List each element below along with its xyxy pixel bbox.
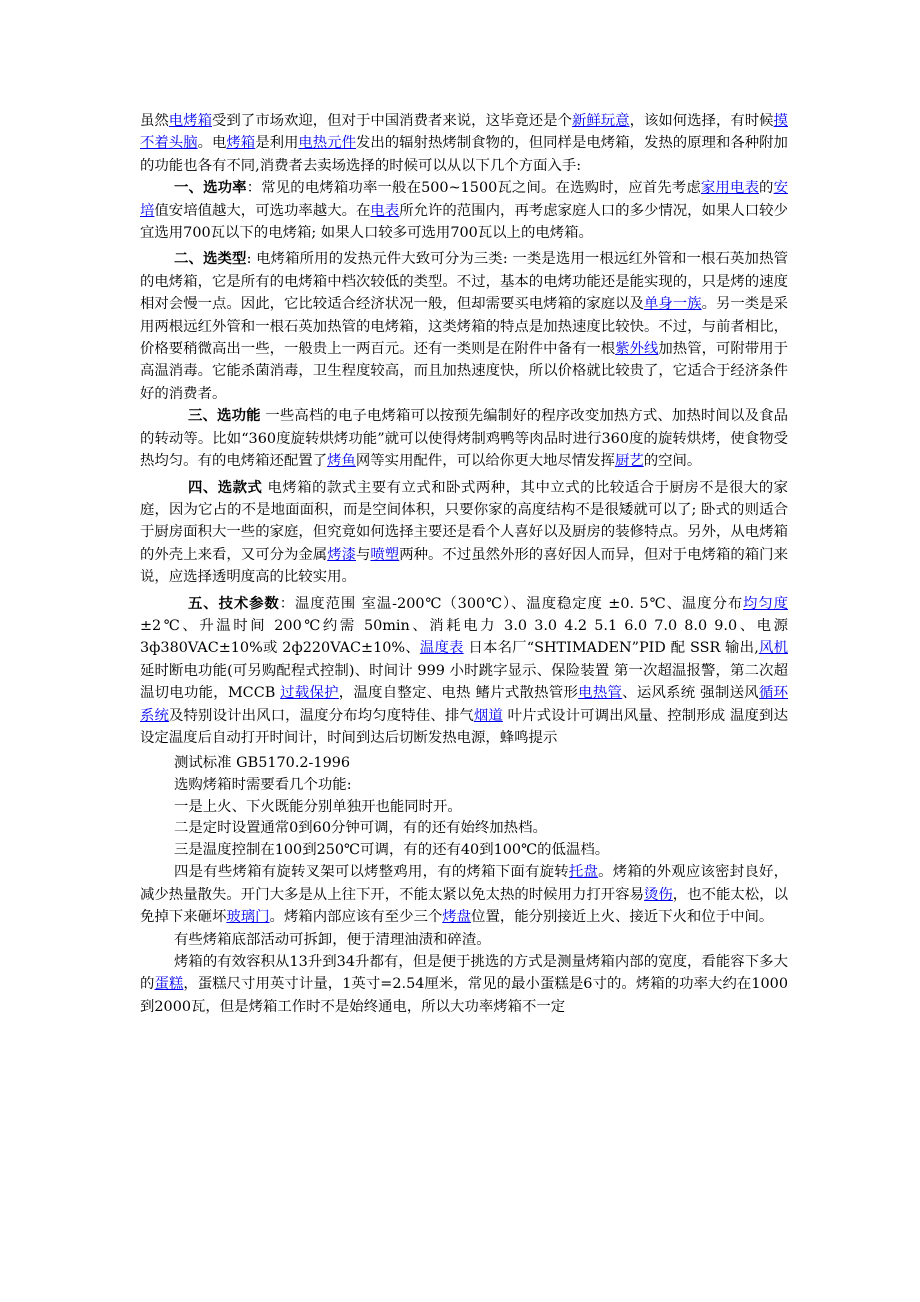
text: 延时断电功能(可另购配程式控制)、时间计 999 小时跳字显示、保险装置 第一次超温报警，第二次超温切电功能，MCCB xyxy=(140,662,788,702)
text: ，该如何选择，有时候 xyxy=(629,113,774,129)
text: 烤箱的有效容积从13升到34升都有，但是便于挑选的方式是测量烤箱内部的宽度，看能容下多大的 xyxy=(140,953,788,993)
section-specs xyxy=(140,593,788,750)
text: 发出的辐射热烤制食物的，但同样是电烤箱，发热的原理和各种附加的功能也各有不同,消费者去卖场选择的时候可以从以下几个方面入手: xyxy=(140,135,788,174)
link-circulation-system[interactable]: 循环系统 xyxy=(140,685,788,724)
link-grilled-fish[interactable]: 烤鱼 xyxy=(327,453,356,470)
link-novelty[interactable]: 新鲜玩意 xyxy=(571,113,630,129)
article xyxy=(140,110,788,1018)
text: 、运风系统 强制送风 xyxy=(622,685,759,702)
text: 所允许的范围内，再考虑家庭人口的多少情况，如果人口较少宜选用700瓦以下的电烤箱; 如果人口较多可选用700瓦以上的电烤箱。 xyxy=(140,202,788,242)
text: 及特别设计出风口，温度分布均匀度特佳、排气 xyxy=(169,707,474,724)
section-heading: 三、选功能 xyxy=(188,407,261,425)
section-style xyxy=(140,477,788,589)
link-glass-door[interactable]: 玻璃门 xyxy=(226,909,270,926)
tip-2: 二是定时设置通常0到60分钟可调，有的还有始终加热档。 xyxy=(174,820,547,837)
link-ampere[interactable]: 安培 xyxy=(140,180,788,219)
link-oven[interactable]: 烤箱 xyxy=(226,135,256,152)
section-function xyxy=(140,405,788,472)
link-baking-paint[interactable]: 烤漆 xyxy=(327,546,356,563)
text: 。电 xyxy=(197,135,227,152)
text: 的空间。 xyxy=(643,453,702,470)
link-scald[interactable]: 烫伤 xyxy=(643,886,673,903)
tip-4 xyxy=(140,861,788,928)
link-meter[interactable]: 电表 xyxy=(370,202,400,219)
text: 值安培值越大，可选功率越大。在 xyxy=(154,202,371,219)
link-cake[interactable]: 蛋糕 xyxy=(154,976,184,993)
text: 叶片式设计可调出风量、控制形成 温度到达设定温度后自动打开时间计，时间到达后切断发热电源，蜂鸣提示 xyxy=(140,707,788,746)
link-flue[interactable]: 烟道 xyxy=(473,707,503,724)
section-power xyxy=(140,177,788,244)
link-thermometer[interactable]: 温度表 xyxy=(419,640,464,657)
section-type xyxy=(140,248,788,405)
tip-5: 有些烤箱底部活动可拆卸，便于清理油渍和碎渣。 xyxy=(174,931,491,948)
link-heating-element[interactable]: 电热元件 xyxy=(298,135,356,152)
link-heating-tube[interactable]: 电热管 xyxy=(578,685,623,702)
text: 。烤箱内部应该有至少三个 xyxy=(269,909,443,926)
text: ±2℃、升温时间 200℃约需 50min、消耗电力 3.0 3.0 4.2 5.1 6.0 7.0 8.0 9.0、电源 3ф380VAC±10%或 2ф220VAC±10%、 xyxy=(140,617,788,657)
text: 一些高档的电子电烤箱可以按预先编制好的程序改变加热方式、加热时间以及食品的转动等。比如“360度旋转烘烤功能”就可以使得烤制鸡鸭等肉品时进行360度的旋转烘烤，使食物受热均匀。有的电烤箱还配置了 xyxy=(140,408,788,470)
text: 的 xyxy=(759,180,774,197)
link-confused[interactable]: 摸不着头脑 xyxy=(140,113,788,152)
section-heading: 二、选类型 xyxy=(174,250,247,268)
text: 四是有些烤箱有旋转叉架可以烤整鸡用，有的烤箱下面有旋转 xyxy=(174,864,569,881)
text: : 电烤箱所用的发热元件大致可分为三类: 一类是选用一根远红外管和一根石英加热管的电烤箱，它是所有的电烤箱中档次较低的类型。不过，基本的电烤功能还是能实现的，只是烤的速度相对会慢一点。因此，它比较适合经济状况一般，但却需要买电烤箱的家庭以及 xyxy=(140,251,788,313)
text: 日本名厂“SHTIMADEN”PID 配 SSR 输出, xyxy=(463,640,759,657)
text: 。另一类是采用两根远红外管和一根石英加热管的电烤箱，这类烤箱的特点是加热速度比较快。不过，与前者相比，价格要稍微高出一些，一般贵上一两百元。还有一类则是在附件中备有一根 xyxy=(140,296,788,358)
link-fan[interactable]: 风机 xyxy=(758,640,788,657)
link-home-meter[interactable]: 家用电表 xyxy=(700,180,760,197)
text: 电烤箱的款式主要有立式和卧式两种，其中立式的比较适合于厨房不是很大的家庭，因为它占的不是地面面积，而是空间体积，只要你家的高度结构不是很矮就可以了; 卧式的则适合于厨房面积大一些的家庭，但究竟如何选择主要还是看个人喜好以及厨房的装修特点。另外，从电烤箱的外壳上来看，又可分为金属 xyxy=(140,479,788,563)
section-heading: 四、选款式 xyxy=(188,478,263,496)
text: 。烤箱的外观应该密封良好，减少热量散失。开门大多是从上往下开，不能太紧以免太热的时候用力打开容易 xyxy=(140,864,788,903)
intro-paragraph xyxy=(140,110,788,177)
text: ，温度自整定、电热 鳍片式散热管形 xyxy=(338,685,579,702)
link-baking-tray[interactable]: 烤盘 xyxy=(442,909,472,926)
text: 网等实用配件，可以给你更大地尽情发挥 xyxy=(355,453,615,470)
link-ultraviolet[interactable]: 紫外线 xyxy=(615,341,659,358)
link-uniformity[interactable]: 均匀度 xyxy=(743,595,788,612)
tip-6 xyxy=(140,951,788,1018)
link-electric-oven[interactable]: 电烤箱 xyxy=(168,113,212,129)
text: ：常见的电烤箱功率一般在500~1500瓦之间。在选购时，应首先考虑 xyxy=(246,180,701,197)
text: 与 xyxy=(356,546,371,563)
link-cooking-skill[interactable]: 厨艺 xyxy=(614,453,644,470)
text: ，蛋糕尺寸用英寸计量，1英寸=2.54厘米，常见的最小蛋糕是6寸的。烤箱的功率大约在1000到2000瓦，但是烤箱工作时不是始终通电，所以大功率烤箱不一定 xyxy=(140,976,788,1015)
text: 虽然 xyxy=(140,113,169,129)
text: ：温度范围 室温-200℃（300℃）、温度稳定度 ±0. 5℃、温度分布 xyxy=(279,595,744,612)
section-heading: 一、选功率 xyxy=(174,179,247,197)
text: 两种。不过虽然外形的喜好因人而异，但对于电烤箱的箱门来说，应选择透明度高的比较实用。 xyxy=(140,546,788,586)
link-spray-plastic[interactable]: 喷塑 xyxy=(370,546,400,563)
link-tray[interactable]: 托盘 xyxy=(568,864,599,881)
tip-1: 一是上火、下火既能分别单独开也能同时开。 xyxy=(174,798,462,815)
section-heading: 五、技术参数 xyxy=(188,594,280,612)
tip-3: 三是温度控制在100到250℃可调，有的还有40到100℃的低温档。 xyxy=(174,841,610,858)
text: 是利用 xyxy=(255,135,299,152)
buying-intro: 选购烤箱时需要看几个功能: xyxy=(174,776,352,793)
link-overload-protection[interactable]: 过载保护 xyxy=(280,685,339,702)
text: 位置，能分别接近上火、接近下火和位于中间。 xyxy=(471,909,774,926)
text: 受到了市场欢迎，但对于中国消费者来说，这毕竟还是个 xyxy=(212,113,572,129)
text: ，也不能太松，以免掉下来砸坏 xyxy=(140,886,788,926)
link-singles[interactable]: 单身一族 xyxy=(643,296,702,313)
test-standard: 测试标准 GB5170.2-1996 xyxy=(174,755,351,772)
text: 加热管，可附带用于高温消毒。它能杀菌消毒，卫生程度较高，而且加热速度快，所以价格就比较贵了，它适合于经济条件好的消费者。 xyxy=(140,341,788,402)
